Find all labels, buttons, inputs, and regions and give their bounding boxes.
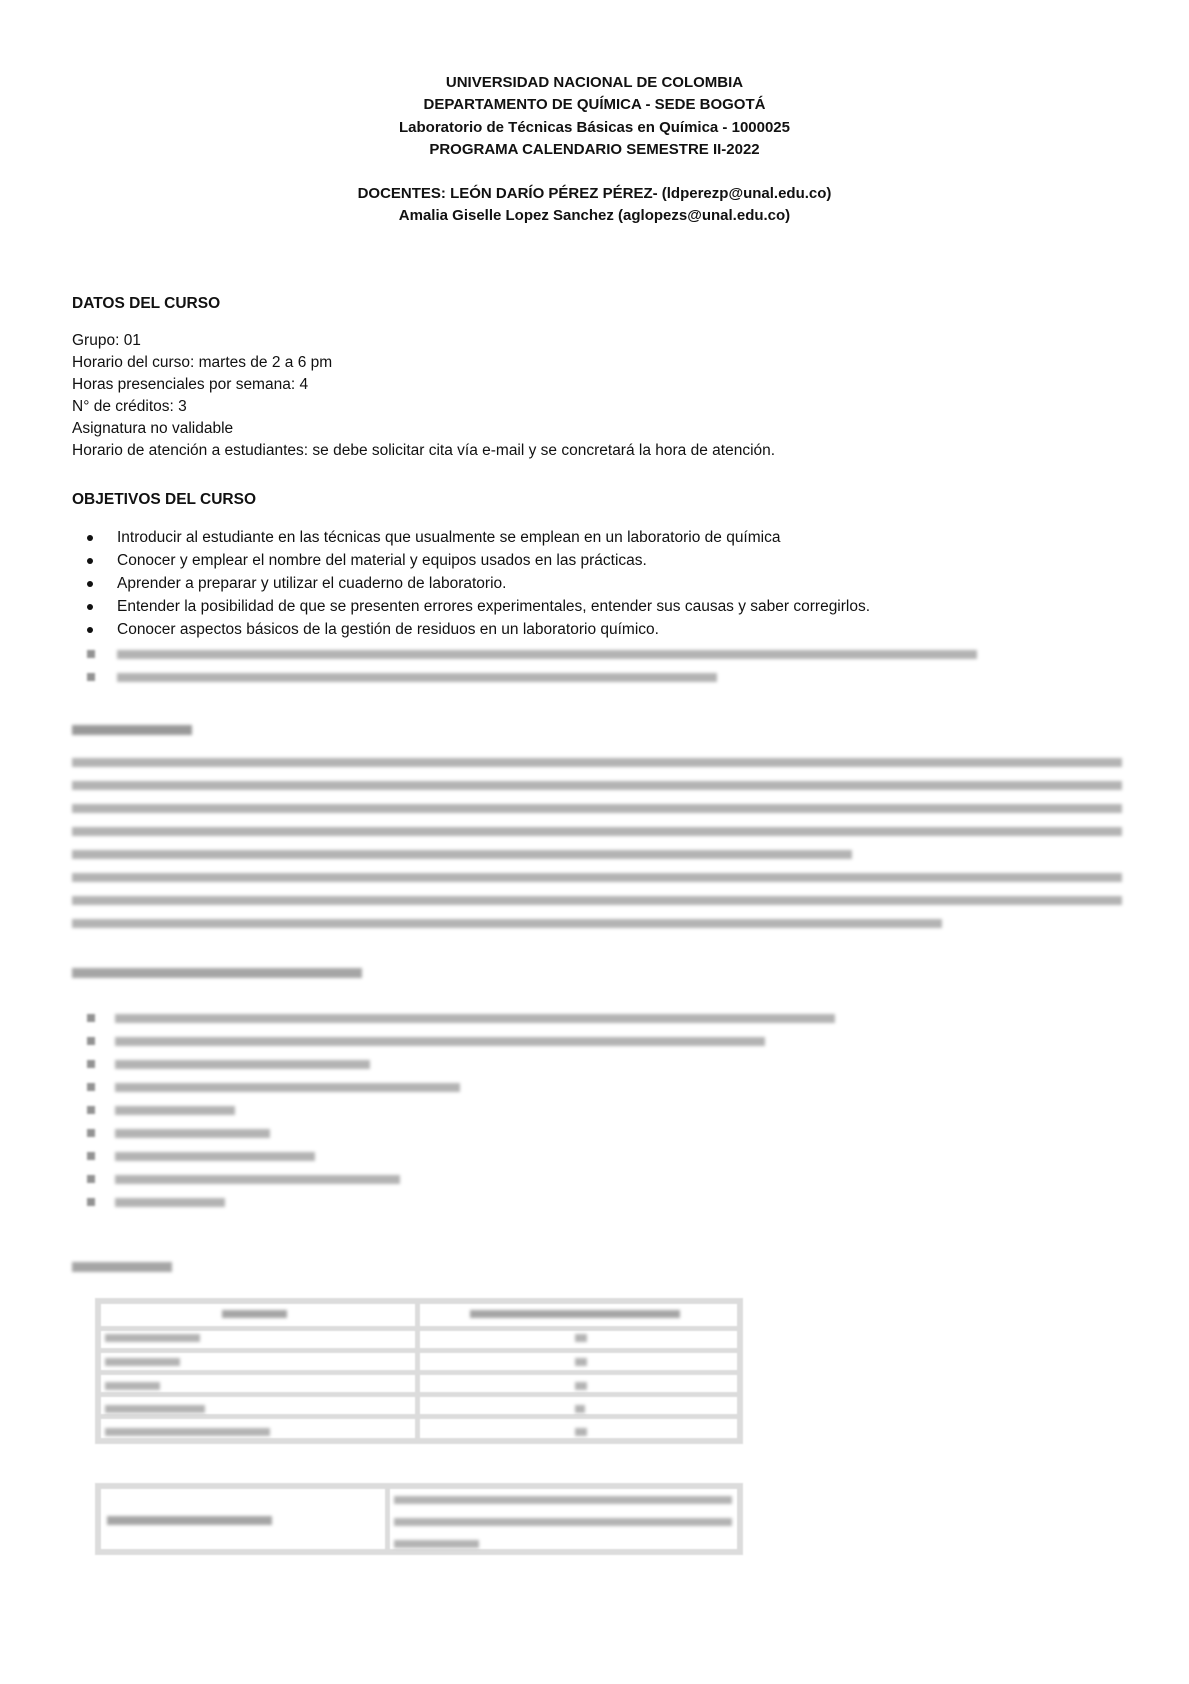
bullet-icon	[87, 1129, 95, 1137]
datos-grupo: Grupo: 01	[72, 332, 141, 349]
redacted-cell	[222, 1310, 287, 1318]
redacted-line	[72, 919, 942, 928]
bullet-icon	[87, 1060, 95, 1068]
bullet-icon	[87, 1175, 95, 1183]
redacted-cell	[575, 1334, 587, 1342]
redacted-cell	[105, 1405, 205, 1413]
objetivo-text: Conocer y emplear el nombre del material y equipos usados en las prácticas.	[117, 552, 647, 569]
bullet-icon	[87, 1037, 95, 1045]
bullet-icon	[87, 1198, 95, 1206]
objetivo-item	[117, 619, 659, 641]
university-name: UNIVERSIDAD NACIONAL DE COLOMBIA	[445, 74, 744, 91]
redacted-heading	[72, 1262, 172, 1272]
redacted-line	[115, 1152, 315, 1161]
objetivo-item	[117, 550, 647, 572]
redacted-line	[394, 1518, 732, 1526]
redacted-line	[72, 896, 1122, 905]
redacted-line	[72, 781, 1122, 790]
redacted-line	[394, 1540, 479, 1548]
redacted-line	[72, 850, 852, 859]
bullet-icon	[87, 1106, 95, 1114]
evaluation-table	[95, 1298, 743, 1444]
docentes-line: DOCENTES: LEÓN DARÍO PÉREZ PÉREZ- (ldperezp@unal.edu.co)	[357, 185, 832, 202]
redacted-cell	[575, 1405, 585, 1413]
redacted-line	[115, 1198, 225, 1207]
redacted-cell	[105, 1334, 200, 1342]
redacted-line	[72, 804, 1122, 813]
redacted-line	[115, 1083, 460, 1092]
redacted-line	[117, 650, 977, 659]
redacted-line	[394, 1496, 732, 1504]
redacted-cell	[105, 1382, 160, 1390]
bullet-icon	[87, 673, 95, 681]
bullet-icon	[87, 581, 93, 587]
redacted-cell	[105, 1358, 180, 1366]
datos-heading: DATOS DEL CURSO	[72, 295, 221, 312]
redacted-line	[115, 1106, 235, 1115]
bullet-icon	[87, 1152, 95, 1160]
redacted-line	[115, 1129, 270, 1138]
datos-asignatura: Asignatura no validable	[72, 420, 234, 437]
redacted-line	[115, 1014, 835, 1023]
objetivo-text: Entender la posibilidad de que se presenten errores experimentales, entender sus causas y saber corregirlos.	[117, 598, 871, 615]
redacted-cell	[575, 1358, 587, 1366]
department-name: DEPARTAMENTO DE QUÍMICA - SEDE BOGOTÁ	[423, 96, 766, 113]
redacted-cell	[575, 1428, 587, 1436]
redacted-cell	[105, 1428, 270, 1436]
bullet-icon	[87, 1083, 95, 1091]
redacted-line	[115, 1175, 400, 1184]
redacted-line	[72, 873, 1122, 882]
redacted-heading	[72, 725, 192, 735]
redacted-heading	[72, 968, 362, 978]
bullet-icon	[87, 627, 93, 633]
redacted-cell	[470, 1310, 680, 1318]
datos-horas: Horas presenciales por semana: 4	[72, 376, 309, 393]
objetivo-text: Introducir al estudiante en las técnicas que usualmente se emplean en un laboratorio de química	[117, 529, 781, 546]
bullet-icon	[87, 535, 93, 541]
redacted-line	[115, 1037, 765, 1046]
datos-atencion: Horario de atención a estudiantes: se debe solicitar cita vía e-mail y se concretará la hora de atención.	[72, 442, 776, 459]
bullet-icon	[87, 650, 95, 658]
datos-horario: Horario del curso: martes de 2 a 6 pm	[72, 354, 333, 371]
column-divider	[385, 1489, 390, 1549]
course-name: Laboratorio de Técnicas Básicas en Química - 1000025	[398, 119, 790, 136]
objetivo-item	[117, 596, 870, 618]
bullet-icon	[87, 604, 93, 610]
redacted-line	[72, 827, 1122, 836]
docente-second: Amalia Giselle Lopez Sanchez (aglopezs@unal.edu.co)	[398, 207, 791, 224]
redacted-cell	[107, 1516, 272, 1525]
column-divider	[415, 1304, 420, 1438]
objetivo-text: Aprender a preparar y utilizar el cuaderno de laboratorio.	[117, 575, 507, 592]
objetivo-item	[117, 573, 506, 595]
redacted-cell	[575, 1382, 587, 1390]
objetivo-text: Conocer aspectos básicos de la gestión de residuos en un laboratorio químico.	[117, 621, 659, 638]
redacted-line	[117, 673, 717, 682]
datos-creditos: N° de créditos: 3	[72, 398, 187, 415]
objetivo-item	[117, 527, 780, 549]
bullet-icon	[87, 1014, 95, 1022]
bullet-icon	[87, 558, 93, 564]
program-title: PROGRAMA CALENDARIO SEMESTRE II-2022	[429, 141, 760, 158]
objetivos-heading: OBJETIVOS DEL CURSO	[72, 491, 257, 508]
redacted-line	[115, 1060, 370, 1069]
redacted-line	[72, 758, 1122, 767]
